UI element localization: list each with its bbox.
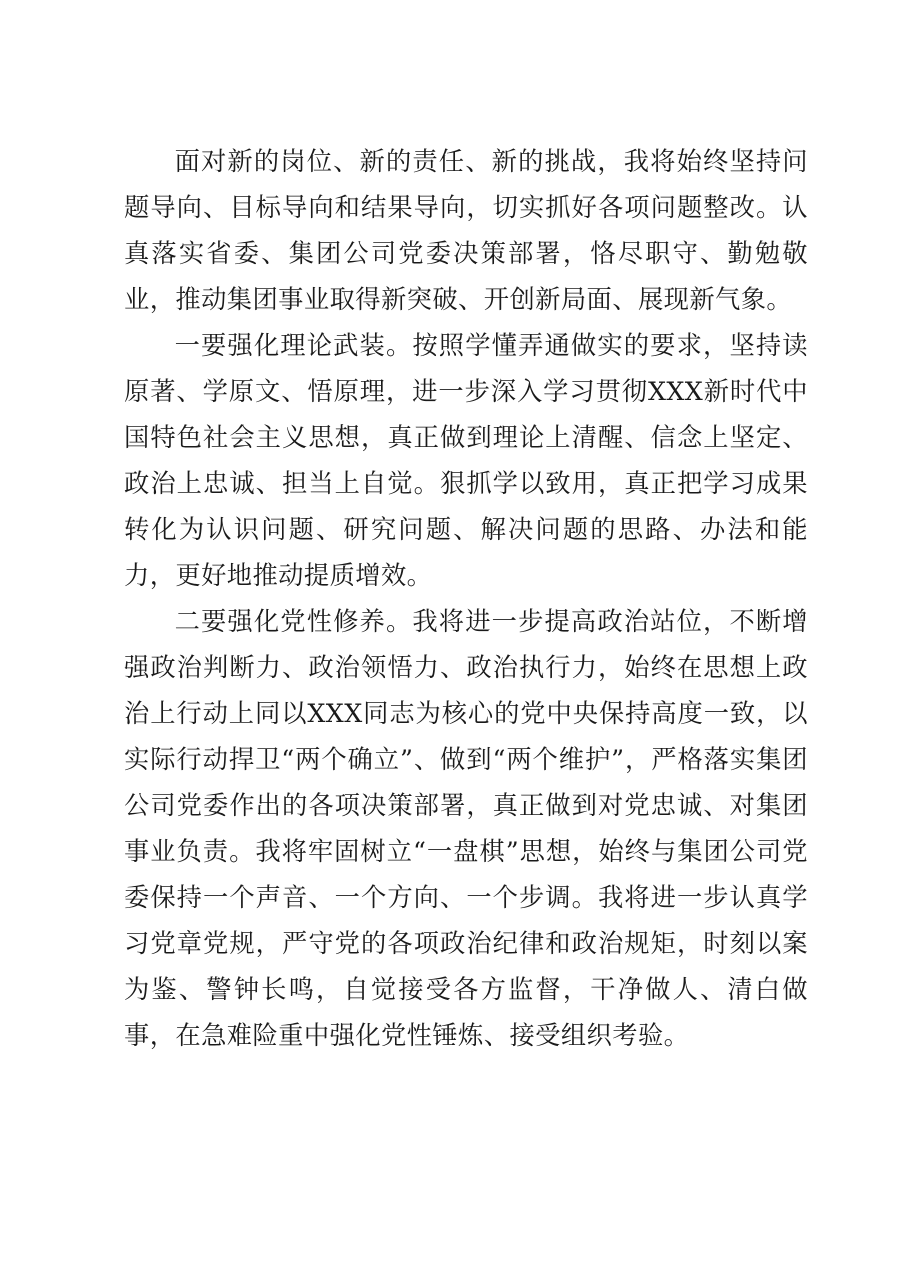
paragraph-theory: 一要强化理论武装。按照学懂弄通做实的要求，坚持读原著、学原文、悟原理，进一步深入学习贯彻XXX新时代中国特色社会主义思想，真正做到理论上清醒、信念上坚定、政治上忠诚、担当上自觉。狠抓学以致用，真正把学习成果转化为认识问题、研究问题、解决问题的思路、办法和能力，更好地推动提质增效。 bbox=[124, 331, 808, 590]
paragraph-party-spirit: 二要强化党性修养。我将进一步提高政治站位，不断增强政治判断力、政治领悟力、政治执行力，始终在思想上政治上行动上同以XXX同志为核心的党中央保持高度一致，以实际行动捍卫“两个确立”、做到“两个维护”，严格落实集团公司党委作出的各项决策部署，真正做到对党忠诚、对集团事业负责。我将牢固树立“一盘棋”思想，始终与集团公司党委保持一个声音、一个方向、一个步调。我将进一步认真学习党章党规，严守党的各项政治纪律和政治规矩，时刻以案为鉴、警钟长鸣，自觉接受各方监督，干净做人、清白做事，在急难险重中强化党性锤炼、接受组织考验。 bbox=[124, 607, 808, 1050]
document-body bbox=[124, 139, 808, 1059]
paragraph-intro: 面对新的岗位、新的责任、新的挑战，我将始终坚持问题导向、目标导向和结果导向，切实抓好各项问题整改。认真落实省委、集团公司党委决策部署，恪尽职守、勤勉敬业，推动集团事业取得新突破、开创新局面、展现新气象。 bbox=[124, 147, 808, 314]
